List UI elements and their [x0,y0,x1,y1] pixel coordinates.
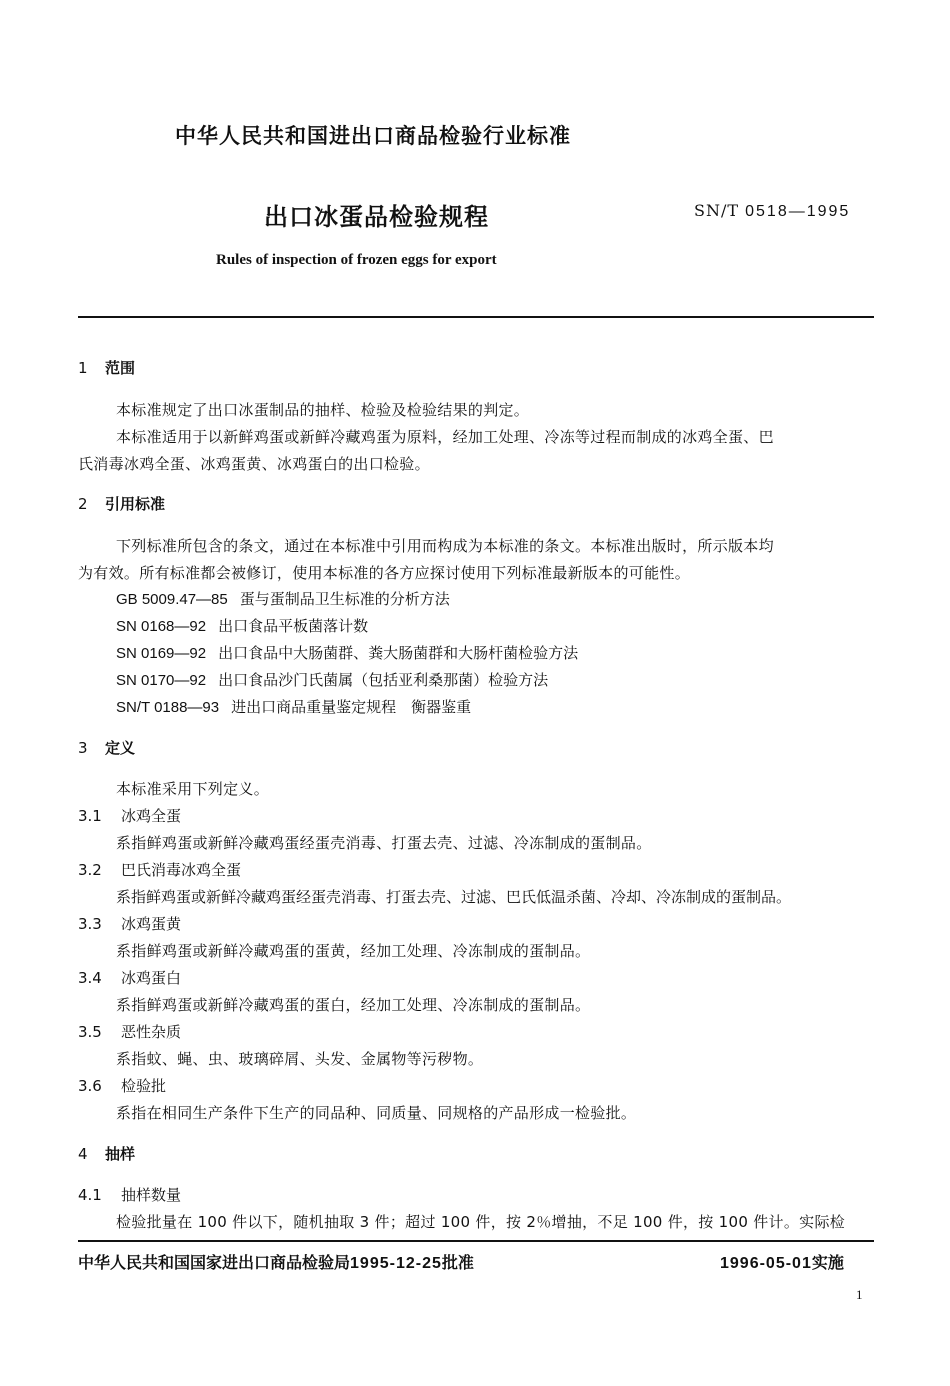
section-number: 1 [78,359,88,377]
clause-number: 3.1 [78,807,102,825]
reference-item [116,696,471,717]
paragraph-line: 为有效。所有标准都会被修订，使用本标准的各方应探讨使用下列标准最新版本的可能性。 [78,564,691,582]
footer-divider [78,1240,874,1242]
clause-title: 抽样数量 [121,1186,182,1204]
approval-org: 中华人民共和国国家进出口商品检验局 [78,1253,351,1272]
definition-term [78,1075,166,1096]
clause-number: 3.5 [78,1023,102,1041]
definition-text: 系指鲜鸡蛋或新鲜冷藏鸡蛋的蛋黄，经加工处理、冷冻制成的蛋制品。 [116,942,591,960]
section-heading-references [78,493,165,514]
term-name: 恶性杂质 [121,1023,182,1041]
definition-text: 系指鲜鸡蛋或新鲜冷藏鸡蛋经蛋壳消毒、打蛋去壳、过滤、冷冻制成的蛋制品。 [116,834,652,852]
definition-text: 系指在相同生产条件下生产的同品种、同质量、同规格的产品形成一检验批。 [116,1104,637,1122]
definition-text: 系指鲜鸡蛋或新鲜冷藏鸡蛋的蛋白，经加工处理、冷冻制成的蛋制品。 [116,996,591,1014]
reference-code: SN/T 0188—93 [116,699,220,716]
standard-code: 0518—1995 [745,203,851,220]
clause-number: 3.4 [78,969,102,987]
reference-code: SN 0168—92 [116,618,207,635]
reference-code: SN 0170—92 [116,672,207,689]
section-title: 范围 [105,359,136,377]
definition-term [78,859,241,880]
issuing-authority: 中华人民共和国进出口商品检验行业标准 [175,124,571,148]
header-divider [78,316,874,318]
definition-term [78,805,181,826]
english-title: Rules of inspection of frozen eggs for export [216,252,497,268]
section-title: 引用标准 [105,495,166,513]
reference-item [116,642,578,663]
section-heading-definitions [78,737,135,758]
section-title: 抽样 [105,1145,136,1163]
reference-name: 出口食品平板菌落计数 [218,617,369,635]
term-name: 巴氏消毒冰鸡全蛋 [121,861,242,879]
reference-name: 进出口商品重量鉴定规程 衡器鉴重 [231,698,472,716]
page-number: 1 [856,1287,863,1302]
clause-number: 4.1 [78,1186,102,1204]
paragraph: 本标准规定了出口冰蛋制品的抽样、检验及检验结果的判定。 [116,401,530,419]
definition-term [78,913,181,934]
definition-text: 系指鲜鸡蛋或新鲜冷藏鸡蛋经蛋壳消毒、打蛋去壳、过滤、巴氏低温杀菌、冷却、冷冻制成的蛋制品。 [116,888,792,906]
approval-word: 批准 [441,1253,474,1272]
paragraph: 本标准采用下列定义。 [116,780,270,798]
clause-number: 3.2 [78,861,102,879]
clause-text: 检验批量在 100 件以下，随机抽取 3 件；超过 100 件，按 2％增抽，不足 100 件，按 100 件计。实际检 [116,1213,846,1231]
document-title: 出口冰蛋品检验规程 [264,203,489,231]
definition-text: 系指蚊、蝇、虫、玻璃碎屑、头发、金属物等污秽物。 [116,1050,484,1068]
section-title: 定义 [105,739,136,757]
paragraph-line: 本标准适用于以新鲜鸡蛋或新鲜冷藏鸡蛋为原料，经加工处理、冷冻等过程而制成的冰鸡全蛋、巴 [116,428,774,446]
section-number: 4 [78,1145,88,1163]
term-name: 冰鸡蛋黄 [121,915,182,933]
effective-statement [720,1250,844,1273]
reference-name: 出口食品沙门氏菌属（包括亚利桑那菌）检验方法 [218,671,549,689]
reference-item [116,615,368,636]
section-number: 3 [78,739,88,757]
section-number: 2 [78,495,88,513]
term-name: 冰鸡蛋白 [121,969,182,987]
reference-code: GB 5009.47—85 [116,591,228,608]
paragraph-line: 氏消毒冰鸡全蛋、冰鸡蛋黄、冰鸡蛋白的出口检验。 [78,455,430,473]
clause-heading [78,1184,181,1205]
approval-statement [78,1250,474,1273]
clause-number: 3.3 [78,915,102,933]
definition-term [78,1021,181,1042]
clause-number: 3.6 [78,1077,102,1095]
definition-term [78,967,181,988]
standard-prefix: SN/T [694,201,740,220]
paragraph-line: 下列标准所包含的条文，通过在本标准中引用而构成为本标准的条文。本标准出版时，所示版本均 [116,537,774,555]
section-heading-scope [78,357,135,378]
standard-number [694,201,850,221]
reference-name: 蛋与蛋制品卫生标准的分析方法 [239,590,450,608]
reference-code: SN 0169—92 [116,645,207,662]
reference-item [116,669,548,690]
term-name: 冰鸡全蛋 [121,807,182,825]
approval-date: 1995-12-25 [350,1255,442,1272]
term-name: 检验批 [121,1077,167,1095]
section-heading-sampling [78,1143,135,1164]
reference-name: 出口食品中大肠菌群、粪大肠菌群和大肠杆菌检验方法 [218,644,579,662]
effective-date: 1996-05-01 [720,1255,812,1272]
effective-word: 实施 [811,1253,844,1272]
reference-item [116,588,450,609]
